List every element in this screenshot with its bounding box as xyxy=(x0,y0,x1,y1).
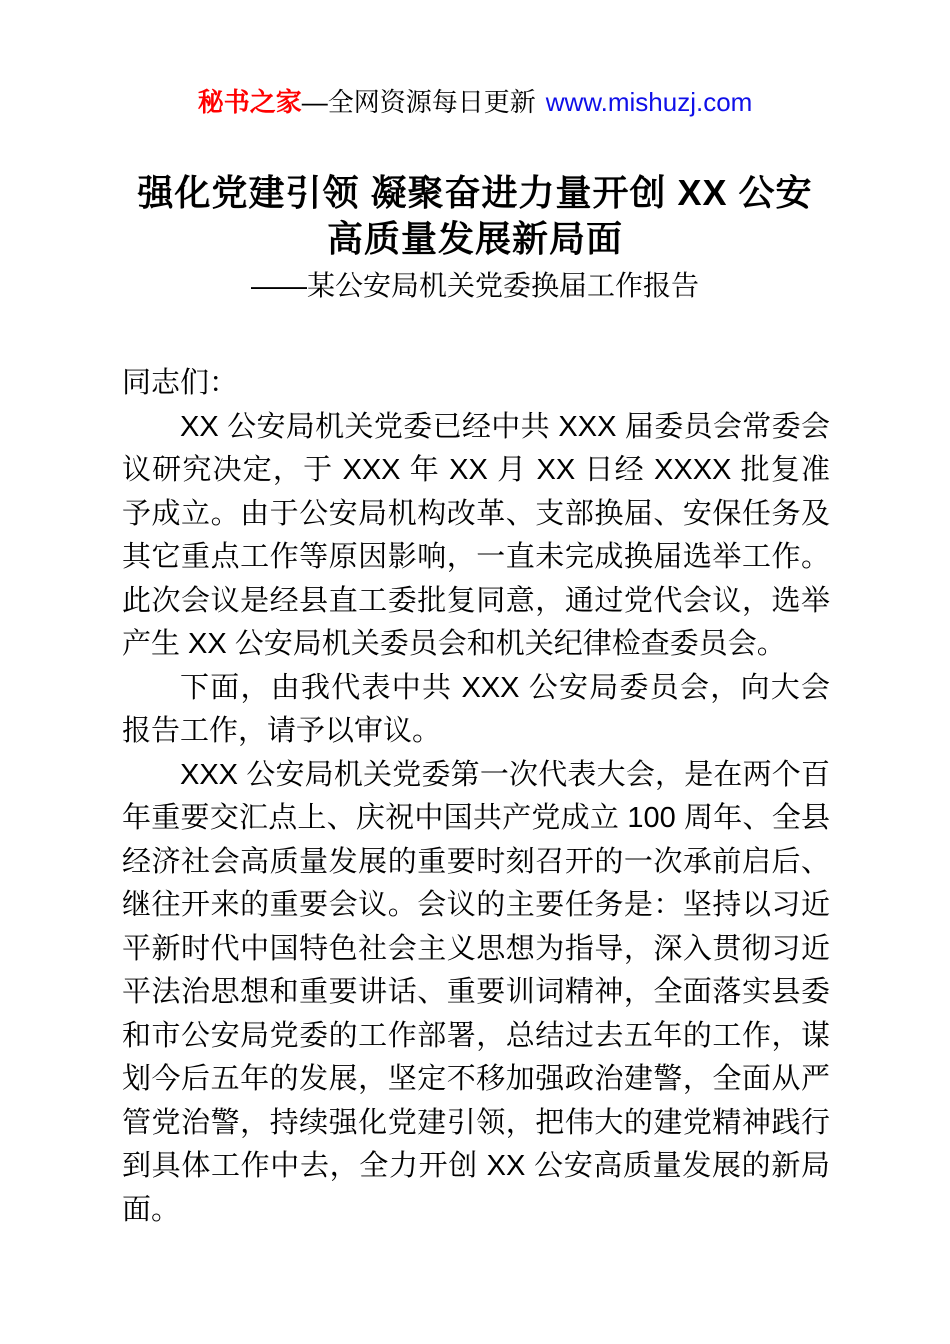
site-name: 秘书之家 xyxy=(197,87,302,117)
salutation: 同志们： xyxy=(122,367,239,399)
body-paragraph-1: XX 公安局机关党委已经中共 XXX 届委员会常委会议研究决定，于 XXX 年 XX 月 XX 日经 XXXX 批复准予成立。由于公安局机构改革、支部换届、安保任务及其它重点工作等原因影响，一直未完成换届选举工作。此次会议是经县直工委批复同意，通过党代会议，选举产生 XX 公安局机关委员会和机关纪律检查委员会。 xyxy=(122,410,830,660)
document-title xyxy=(0,170,950,262)
body-paragraph-3: XXX 公安局机关党委第一次代表大会，是在两个百年重要交汇点上、庆祝中国共产党成立 100 周年、全县经济社会高质量发展的重要时刻召开的一次承前启后、继往开来的重要会议。会议的主要任务是：坚持以习近平新时代中国特色社会主义思想为指导，深入贯彻习近平法治思想和重要讲话、重要训词精神，全面落实县委和市公安局党委的工作部署，总结过去五年的工作，谋划今后五年的发展，坚定不移加强政治建警，全面从严管党治警，持续强化党建引领，把伟大的建党精神践行到具体工作中去，全力开创 XX 公安高质量发展的新局面。 xyxy=(122,758,830,1226)
document-body xyxy=(122,362,830,1232)
document-title-line-1: 强化党建引领 凝聚奋进力量开创 XX 公安 xyxy=(137,172,813,213)
document-title-line-2: 高质量发展新局面 xyxy=(326,218,623,259)
body-paragraph-2: 下面，由我代表中共 XXX 公安局委员会，向大会报告工作，请予以审议。 xyxy=(122,671,830,747)
site-url-link[interactable]: www.mishuzj.com xyxy=(545,87,753,117)
site-tagline: —全网资源每日更新 xyxy=(301,87,536,117)
site-header xyxy=(0,0,950,118)
document-subtitle: ——某公安局机关党委换届工作报告 xyxy=(250,270,699,301)
